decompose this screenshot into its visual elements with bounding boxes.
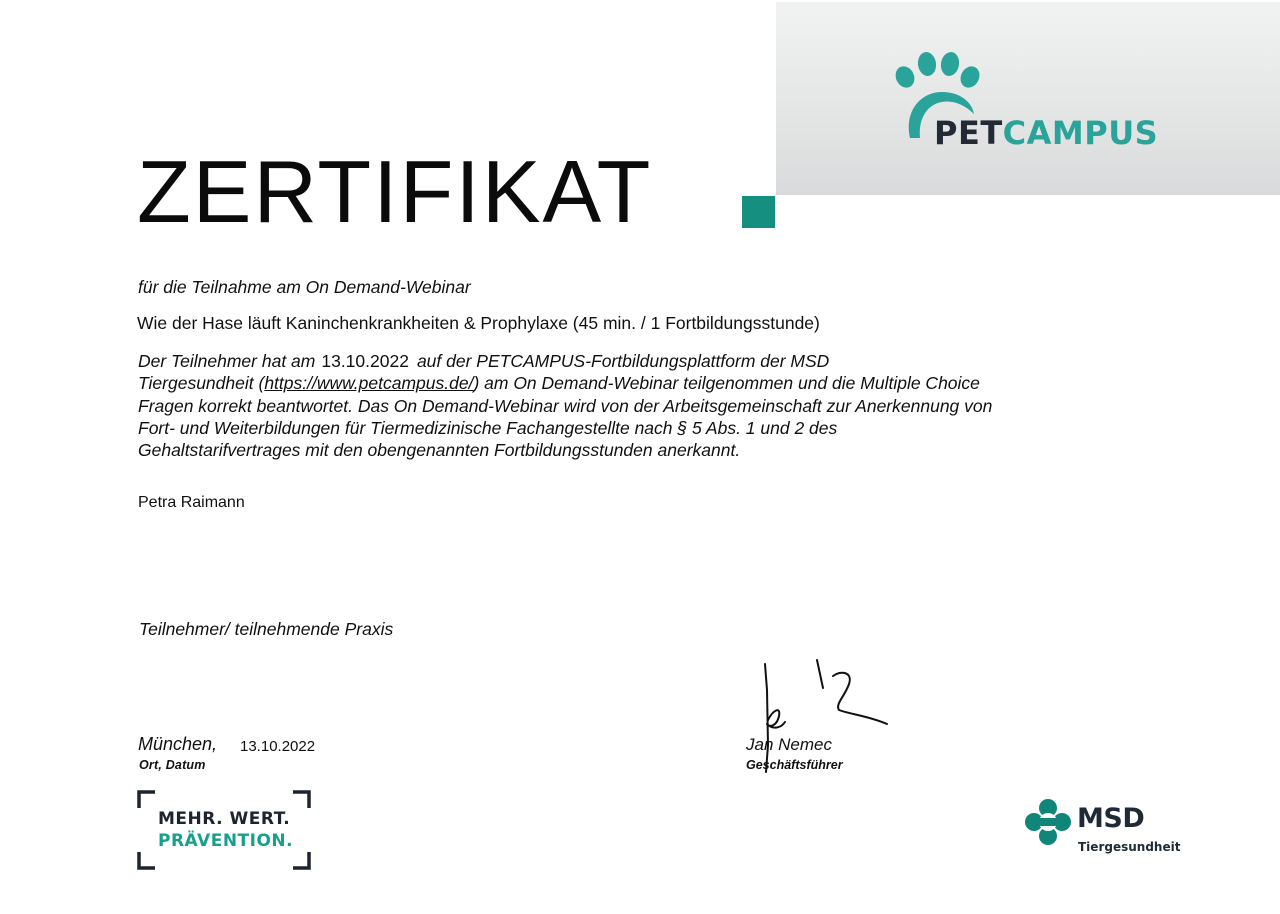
place-date: 13.10.2022	[240, 738, 316, 755]
accent-square	[742, 196, 775, 228]
paragraph-line-5: Gehaltstarifvertrages mit den obengenannten Fortbildungsstunden anerkannt.	[138, 440, 741, 461]
campaign-frame	[137, 790, 311, 870]
company-subtitle: Tiergesundheit	[1078, 840, 1181, 854]
para-prefix: Der Teilnehmer hat am	[138, 351, 316, 371]
petcampus-logo-panel	[776, 2, 1280, 195]
campaign-line-2: PRÄVENTION.	[158, 831, 294, 851]
company-name: MSD	[1077, 803, 1145, 834]
paragraph-line-2	[138, 372, 1128, 394]
place: München,	[138, 734, 218, 754]
place-date-caption: Ort, Datum	[139, 758, 206, 772]
course-title: Wie der Hase läuft Kaninchenkrankheiten & Prophylaxe (45 min. / 1 Fortbildungsstunde)	[137, 313, 820, 333]
signer-role: Geschäftsführer	[746, 758, 843, 772]
petcampus-link[interactable]: https://www.petcampus.de/	[264, 373, 474, 394]
petcampus-wordmark	[934, 114, 1158, 152]
msd-logo-icon	[1024, 798, 1072, 846]
paragraph-line-4: Fort- und Weiterbildungen für Tiermedizinische Fachangestellte nach § 5 Abs. 1 und 2 des	[138, 417, 838, 438]
signer-name: Jan Nemec	[746, 735, 832, 754]
completion-date: 13.10.2022	[321, 351, 409, 371]
participant-caption: Teilnehmer/ teilnehmende Praxis	[139, 619, 394, 639]
para-line2-suffix: ) am On Demand-Webinar teilgenommen und die Multiple Choice	[473, 373, 980, 394]
logo-word-campus: CAMPUS	[1002, 114, 1159, 152]
certificate-paragraph	[138, 350, 1128, 461]
paragraph-line-3: Fragen korrekt beantwortet. Das On Demand-Webinar wird von der Arbeitsgemeinschaft zur Anerkennung von	[138, 395, 993, 416]
logo-word-pet: PET	[934, 114, 1003, 152]
campaign-line-1: MEHR. WERT.	[158, 809, 291, 829]
para-line1-suffix: auf der PETCAMPUS-Fortbildungsplattform der MSD	[416, 351, 830, 371]
certificate-subtitle: für die Teilnahme am On Demand-Webinar	[138, 277, 471, 297]
para-line2-prefix: Tiergesundheit (	[138, 373, 265, 394]
paragraph-line-1	[138, 350, 1128, 372]
participant-name: Petra Raimann	[138, 494, 245, 511]
page-title: ZERTIFIKAT	[137, 142, 653, 241]
